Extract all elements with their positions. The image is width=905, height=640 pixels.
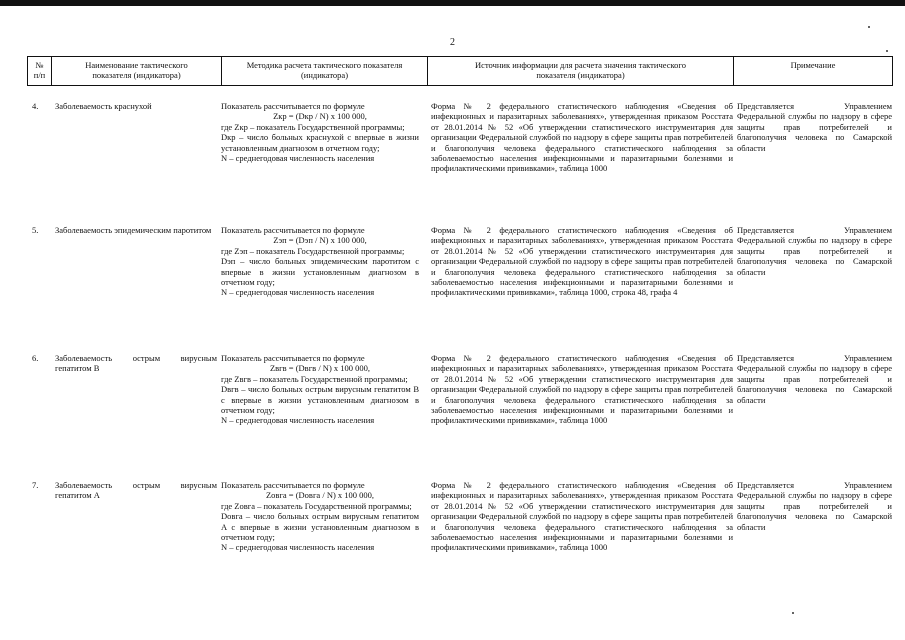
page-number: 2	[450, 37, 455, 48]
scan-speck	[886, 50, 888, 52]
note-cell: Представляется Управлением Федеральной службы по надзору в сфере защиты прав потребителей и благополучия человека по Самарской области	[737, 225, 892, 277]
indicator-name: Заболеваемость острым вирусным гепатитом B	[55, 353, 217, 374]
header-col-number: № п/п	[27, 57, 51, 85]
scan-speck	[792, 612, 794, 614]
formula: Zвгв = (Dвгв / N) x 100 000,	[269, 363, 371, 374]
source-cell: Форма № 2 федерального статистического наблюдения «Сведения об инфекционных и паразитарных заболеваниях», утвержденная приказом Росстата от 28.01.2014 № 52 «Об утверждении статистического инструментария для организации Федеральной службой по надзору в сфере защиты прав потребителей и благополучия человека федерального статистического наблюдения за заболеваемостью населения инфекционными и паразитарными болезнями и профилактическими прививками», таблица 1000	[431, 353, 733, 426]
header-col-note: Примечание	[733, 57, 893, 85]
indicator-name: Заболеваемость краснухой	[55, 101, 152, 111]
method-cell: Показатель рассчитывается по формуле Zкр = (Dкр / N) x 100 000, где Zкр – показатель Государственной программы; Dкр – число больных краснухой с впервые в жизни установленным диагнозом в отчетном году; N – среднегодовая численность населения	[221, 101, 419, 164]
indicator-name: Заболеваемость эпидемическим паротитом	[55, 225, 212, 235]
header-col-source: Источник информации для расчета значения тактического показателя (индикатора)	[427, 57, 733, 85]
method-cell: Показатель рассчитывается по формуле Zовгa = (Dовгa / N) x 100 000, где Zовгa – показатель Государственной программы; Dовгa – число больных острым вирусным гепатитом A с впервые в жизни установленным диагнозом в отчетном году; N – среднегодовая численность населения	[221, 480, 419, 553]
table-header	[27, 56, 893, 86]
note-cell: Представляется Управлением Федеральной службы по надзору в сфере защиты прав потребителей и благополучия человека по Самарской области	[737, 480, 892, 532]
formula: Zовгa = (Dовгa / N) x 100 000,	[265, 490, 375, 501]
method-cell: Показатель рассчитывается по формуле Zвгв = (Dвгв / N) x 100 000, где Zвгв – показатель Государственной программы; Dвгв – число больных острым вирусным гепатитом B с впервые в жизни установленным диагнозом в отчетном году; N – среднегодовая численность населения	[221, 353, 419, 426]
header-col-method: Методика расчета тактического показателя (индикатора)	[221, 57, 427, 85]
source-cell: Форма № 2 федерального статистического наблюдения «Сведения об инфекционных и паразитарных заболеваниях», утвержденная приказом Росстата от 28.01.2014 № 52 «Об утверждении статистического инструментария для организации Федеральной службой по надзору в сфере защиты прав потребителей и благополучия человека федерального статистического наблюдения за заболеваемостью населения инфекционными и паразитарными болезнями и профилактическими прививками», таблица 1000, строка 48, графа 4	[431, 225, 733, 298]
scan-speck	[868, 26, 870, 28]
method-cell: Показатель рассчитывается по формуле Zэп = (Dэп / N) x 100 000, где Zэп – показатель Государственной программы; Dэп – число больных эпидемическим паротитом с впервые в жизни установленным диагнозом в отчетном году; N – среднегодовая численность населения	[221, 225, 419, 298]
scan-top-edge	[0, 0, 905, 6]
row-number: 7.	[32, 480, 39, 490]
indicator-name: Заболеваемость острым вирусным гепатитом А	[55, 480, 217, 501]
note-cell: Представляется Управлением Федеральной службы по надзору в сфере защиты прав потребителей и благополучия человека по Самарской области	[737, 101, 892, 153]
source-cell: Форма № 2 федерального статистического наблюдения «Сведения об инфекционных и паразитарных заболеваниях», утвержденная приказом Росстата от 28.01.2014 № 52 «Об утверждении статистического инструментария для организации Федеральной службой по надзору в сфере защиты прав потребителей и благополучия человека федерального статистического наблюдения за заболеваемостью населения инфекционными и паразитарными болезнями и профилактическими прививками», таблица 1000	[431, 101, 733, 174]
row-number: 5.	[32, 225, 39, 235]
formula: Zэп = (Dэп / N) x 100 000,	[273, 235, 367, 246]
formula: Zкр = (Dкр / N) x 100 000,	[273, 111, 367, 122]
header-col-name: Наименование тактического показателя (индикатора)	[51, 57, 221, 85]
note-cell: Представляется Управлением Федеральной службы по надзору в сфере защиты прав потребителей и благополучия человека по Самарской области	[737, 353, 892, 405]
row-number: 6.	[32, 353, 39, 363]
source-cell: Форма № 2 федерального статистического наблюдения «Сведения об инфекционных и паразитарных заболеваниях», утвержденная приказом Росстата от 28.01.2014 № 52 «Об утверждении статистического инструментария для организации Федеральной службой по надзору в сфере защиты прав потребителей и благополучия человека федерального статистического наблюдения за заболеваемостью населения инфекционными и паразитарными болезнями и профилактическими прививками», таблица 1000	[431, 480, 733, 553]
row-number: 4.	[32, 101, 39, 111]
